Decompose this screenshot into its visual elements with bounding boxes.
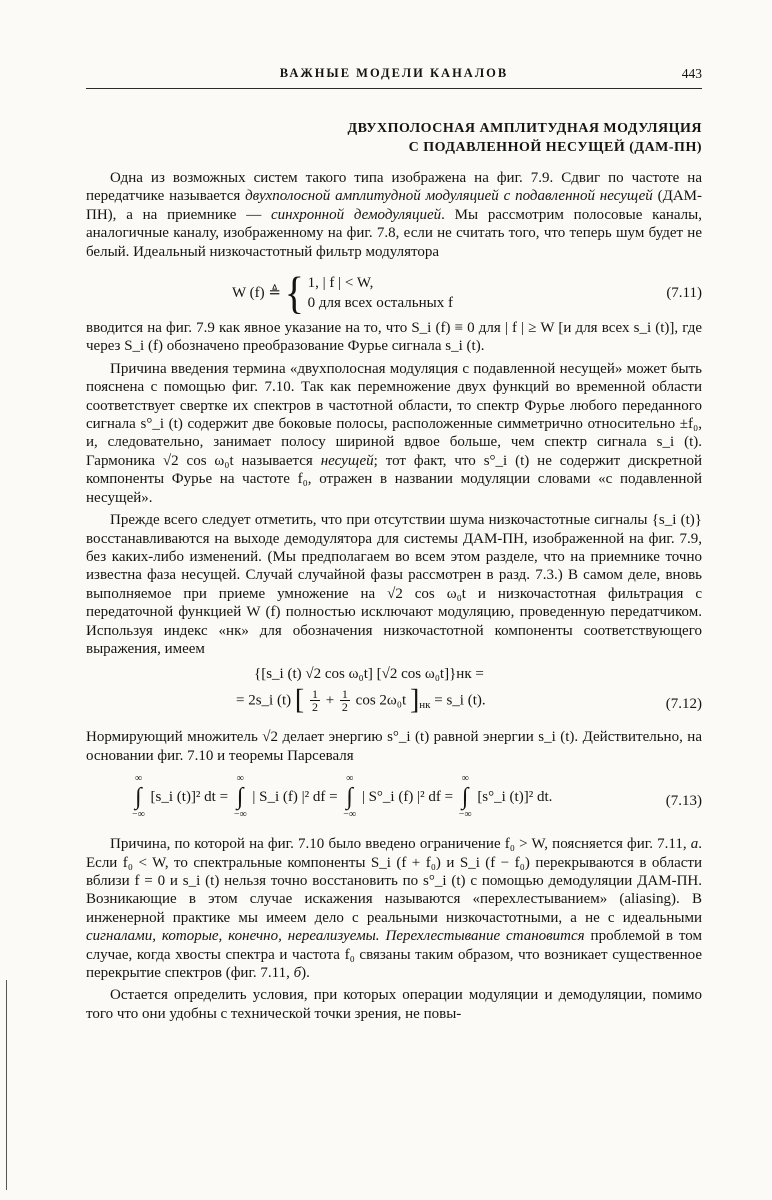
equation-number-7-12: (7.12) <box>665 696 702 713</box>
eq-7-13-term-4: [s°_i (t)]² dt. <box>477 789 553 806</box>
intro-text-2: (ДАМ-ПН), а на приемнике — <box>86 188 702 223</box>
equation-7-12 <box>86 662 702 724</box>
dsb-text-1: Причина введения термина «двухполосная модуляция с подавленной несущей» может быть пояснена с помощью фиг. 7.10. Так как перемножение двух функций во временной области соответствует свертке их спектров в частотной области, то спектр Фурье любого переданного сигнала s°_i (t) содержит две боковые полосы, расположенные симметрично относительно ±f₀, и, следовательно, занимает полосу шириной вдвое больше, чем спектр сигнала s_i (t). Гармоника √2 cos ω₀t называется <box>86 360 702 469</box>
intro-term-sync-demod: синхронной демодуляцией <box>270 206 442 223</box>
paragraph-conditions: Остается определить условия, при которых операции модуляции и демодуляции, помимо того что они удобны с технической точки зрения, не повы- <box>86 987 702 1022</box>
eq-7-12-fraction-1 <box>310 688 320 713</box>
integral-3: ∞ ∫ −∞ <box>343 773 357 821</box>
eq-7-11-cases <box>308 273 453 313</box>
section-title-line-2: С ПОДАВЛЕННОЙ НЕСУЩЕЙ (ДАМ-ПН) <box>408 140 702 155</box>
integral-2-upper: ∞ <box>236 773 244 785</box>
eq-7-12-subscript: нк <box>419 699 431 712</box>
eq-7-12-cos-term: cos 2ω₀t <box>355 692 407 709</box>
dsb-term-carrier: несущей <box>320 452 374 469</box>
fraction-1-numerator: 1 <box>311 687 318 702</box>
paragraph-demodulation: Прежде всего следует отметить, что при отсутствии шума низкочастотные сигналы {s_i (t)} восстанавливаются на выходе демодулятора для системы ДАМ-ПН, изображенной на фиг. 7.9, без каких-либо изменений. (Мы предполагаем во всем этом разделе, что на приемнике точно известна фаза несущей. Случай случайной фазы рассмотрен в разд. 7.3.) В самом деле, вновь выполняемое при приеме умножение на √2 cos ω₀t и низкочастотная фильтрация с передаточной функцией W (f) полностью исключают модуляцию, проведенную передатчиком. Используя индекс «нк» для обозначения низкочастотной компоненты соответствующего выражения, имеем <box>86 512 702 657</box>
aliasing-italic-phrase: сигналами, которые, конечно, нереализуемы. Перехлестывание становится <box>86 928 585 945</box>
paragraph-dsb-sc-reason <box>86 360 702 507</box>
dsb-text-2: ; тот факт, что s°_i (t) не содержит дискретной компоненты Фурье на частоте f₀, отражен в названии модуляции словами «с подавленной несущей». <box>86 452 703 506</box>
aliasing-text-1: Причина, по которой на фиг. 7.10 было введено ограничение f₀ > W, поясняется фиг. 7.11, <box>110 836 691 853</box>
integral-4-lower: −∞ <box>458 809 472 821</box>
eq-7-13-term-1: [s_i (t)]² dt = <box>150 789 229 806</box>
eq-7-11-brace: { <box>284 266 304 319</box>
eq-7-12-right: = s_i (t). <box>434 692 486 709</box>
aliasing-fig-a: а <box>690 836 699 853</box>
running-head: ВАЖНЫЕ МОДЕЛИ КАНАЛОВ <box>279 66 509 80</box>
paragraph-intro <box>86 169 702 261</box>
integral-2-lower: −∞ <box>233 809 247 821</box>
equation-number-7-11: (7.11) <box>666 285 702 302</box>
eq-7-13-term-3: | S°_i (f) |² df = <box>361 789 454 806</box>
fraction-2-denominator: 2 <box>341 700 348 715</box>
aliasing-text-3: проблемой в том случае, когда хвосты спектра и частота f₀ связаны таким образом, что возникает существенное перекрытие спектров (фиг. 7.11, <box>86 928 702 981</box>
aliasing-fig-b: б <box>293 965 302 981</box>
paragraph-aliasing <box>86 835 702 982</box>
page-number: 443 <box>681 66 702 81</box>
fraction-1-denominator: 2 <box>311 700 318 715</box>
eq-7-12-left: = 2s_i (t) <box>236 692 292 709</box>
eq-7-12-line-2 <box>236 684 486 716</box>
integral-3-lower: −∞ <box>343 809 357 821</box>
eq-7-12-line-1: {[s_i (t) √2 cos ω₀t] [√2 cos ω₀t]}нк = <box>254 666 484 683</box>
section-title-line-1: ДВУХПОЛОСНАЯ АМПЛИТУДНАЯ МОДУЛЯЦИЯ <box>347 121 702 136</box>
aliasing-text-4: ). <box>301 965 310 981</box>
integral-1: ∞ ∫ −∞ <box>132 773 145 821</box>
intro-text-1: Одна из возможных систем такого типа изображена на фиг. 7.9. Сдвиг по частоте на передатчике называется <box>86 170 702 205</box>
eq-7-12-bracket-open: [ <box>294 684 305 716</box>
eq-7-12-fraction-2 <box>340 688 350 713</box>
eq-7-11-case-2: 0 для всех остальных f <box>307 295 453 312</box>
page-header <box>86 62 702 89</box>
paragraph-filter-note: вводится на фиг. 7.9 как явное указание на то, что S_i (f) ≡ 0 для | f | ≥ W [и для всех s_i (t)], где через S_i (f) обозначено преобразование Фурье сигнала s_i (t). <box>86 320 702 355</box>
integral-1-upper: ∞ <box>134 773 142 785</box>
paragraph-normalization: Нормирующий множитель √2 делает энергию s°_i (t) равной энергии s_i (t). Действительно, на основании фиг. 7.10 и теоремы Парсеваля <box>86 729 702 764</box>
integral-2: ∞ ∫ −∞ <box>233 773 247 821</box>
integral-4-upper: ∞ <box>461 773 469 785</box>
book-page <box>86 62 702 1023</box>
aliasing-text-2: . Если f₀ < W, то спектральные компоненты S_i (f + f₀) и S_i (f − f₀) перекрываются в области вблизи f = 0 и s_i (t) нельзя точно восстановить по s°_i (t) с помощью демодуляции ДАМ-ПН. Возникающие в этом случае искажения называются «перехлестыванием» (aliasing). В инженерной практике мы имеем дело с реальными низкочастотными, а не с идеальными <box>86 836 702 926</box>
equation-number-7-13: (7.13) <box>665 793 702 810</box>
equation-7-13 <box>86 771 702 831</box>
fraction-2-numerator: 1 <box>341 687 348 702</box>
eq-7-12-plus: + <box>325 692 335 709</box>
equation-7-11 <box>86 267 702 319</box>
integral-1-lower: −∞ <box>132 809 145 821</box>
eq-7-11-lhs: W (f) ≜ <box>232 285 281 302</box>
intro-text-3: . Мы рассмотрим полосовые каналы, аналогичные каналу, изображенному на фиг. 7.8, если не считать того, что теперь шум будет не белый. Идеальный низкочастотный фильтр модулятора <box>86 206 702 260</box>
eq-7-11-case-1: 1, | f | < W, <box>307 275 374 292</box>
section-title <box>86 119 702 157</box>
eq-7-12-bracket-close: ] <box>409 684 420 716</box>
integral-4: ∞ ∫ −∞ <box>458 773 472 821</box>
eq-7-13-term-2: | S_i (f) |² df = <box>252 789 338 806</box>
integral-3-upper: ∞ <box>346 773 354 785</box>
intro-term-dsb-sc: двухполосной амплитудной модуляцией с подавленной несущей <box>245 188 653 205</box>
scan-edge-line <box>6 980 7 1190</box>
